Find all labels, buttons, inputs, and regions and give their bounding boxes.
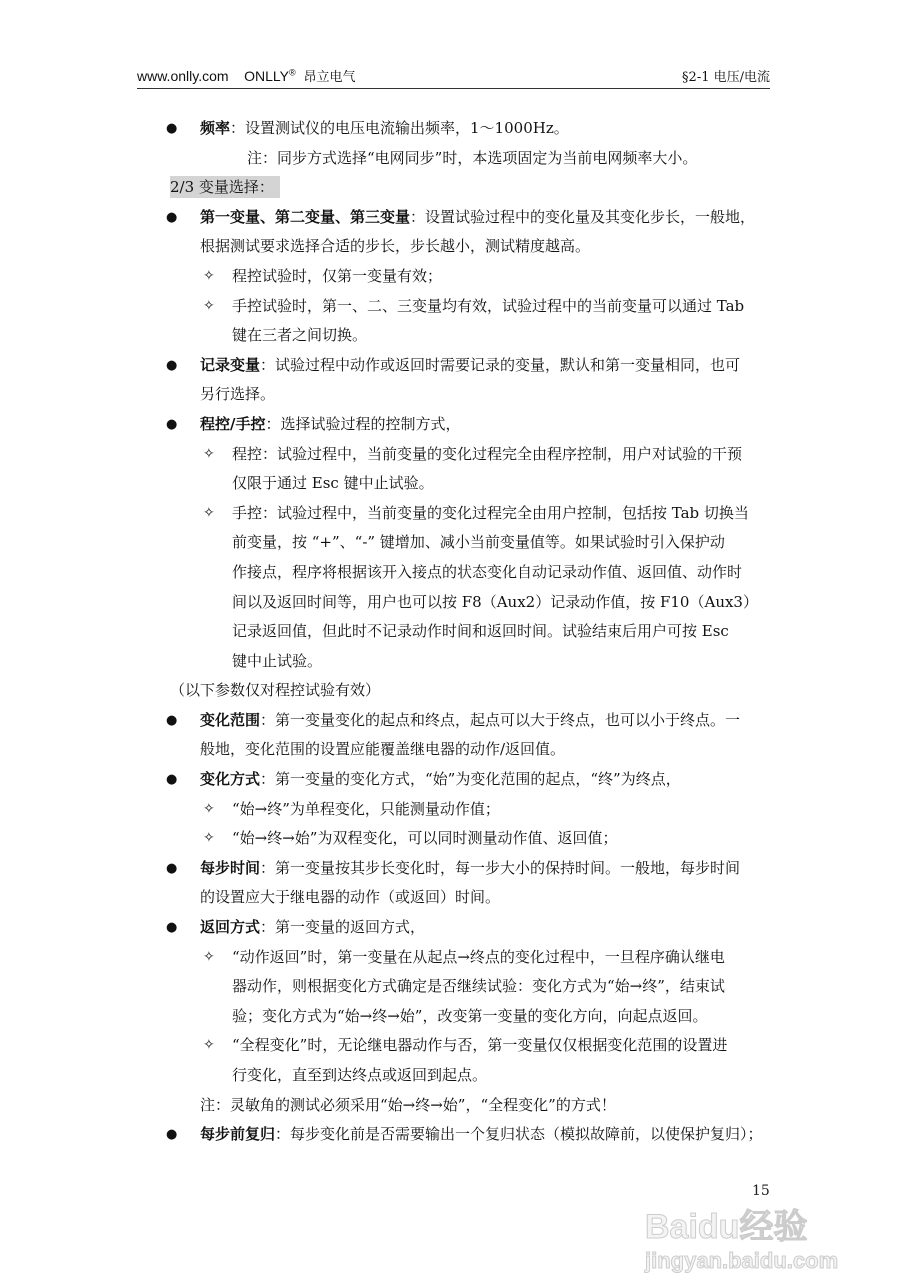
text-line [0,469,905,499]
line-text: “全程变化”时，无论继电器动作与否，第一变量仅仅根据变化范围的设置进 [232,1036,728,1055]
text-line [0,144,905,174]
text-line [0,1120,905,1150]
line-text: 行变化，直至到达终点或返回到起点。 [232,1066,488,1084]
text-line [0,351,905,381]
bullet-icon: ● [166,1127,178,1143]
line-text: 仅限于通过 Esc 键中止试验。 [232,474,434,493]
text-line [0,676,905,706]
text-line [0,410,905,440]
text-line [0,232,905,262]
text-line [0,617,905,647]
line-text: 般地，变化范围的设置应能覆盖继电器的动作/返回值。 [200,740,566,759]
site-url: www.onlly.com [137,68,229,84]
bullet-icon: ● [166,416,178,432]
text-line [0,1002,905,1032]
bullet-icon: ● [166,357,178,373]
bullet-icon: ● [166,920,178,936]
diamond-bullet-icon: ✧ [203,445,215,462]
baidu-watermark [640,1208,880,1280]
diamond-bullet-icon: ✧ [203,1037,215,1054]
bullet-icon: ● [166,860,178,876]
term-label: 程控/手控 [200,414,266,433]
document-body [0,114,905,1150]
diamond-bullet-icon: ✧ [203,948,215,965]
line-text: 程控：试验过程中，当前变量的变化过程完全由程序控制，用户对试验的干预 [232,444,743,463]
term-label: 频率 [200,119,231,137]
term-label: 返回方式 [200,918,261,937]
line-text: 器动作，则根据变化方式确定是否继续试验：变化方式为“始→终”，结束试 [232,977,725,996]
line-text: “始→终→始”为双程变化，可以同时测量动作值、返回值； [232,829,618,848]
text-line [0,440,905,470]
text-line [0,114,905,144]
line-text: ：第一变量按其步长变化时，每一步大小的保持时间。一般地，每步时间 [260,858,741,877]
text-line [0,1031,905,1061]
line-text: 验；变化方式为“始→终→始”，改变第一变量的变化方向，向起点返回。 [232,1006,708,1025]
line-text: ：第一变量的变化方式，“始”为变化范围的起点，“终”为终点， [260,770,681,789]
line-text: ：每步变化前是否需要输出一个复归状态（模拟故障前，以使保护复归）； [275,1125,763,1144]
line-text: “始→终”为单程变化，只能测量动作值； [232,799,500,818]
text-line [0,765,905,795]
text-line [0,321,905,351]
bullet-icon: ● [166,772,178,788]
diamond-bullet-icon: ✧ [203,297,215,314]
line-text: ：第一变量变化的起点和终点，起点可以大于终点，也可以小于终点。一 [260,710,741,729]
section-title: §2-1 电压/电流 [682,70,770,85]
section-heading [0,173,905,203]
text-line [0,1061,905,1091]
text-line [0,203,905,233]
line-text: “动作返回”时，第一变量在从起点→终点的变化过程中，一旦程序确认继电 [232,947,725,966]
line-text: 2/3 变量选择： [170,176,280,198]
text-line [0,558,905,588]
line-text: ：试验过程中动作或返回时需要记录的变量，默认和第一变量相同，也可 [260,355,741,374]
line-text: （以下参数仅对程控试验有效） [170,681,381,700]
text-line [0,972,905,1002]
text-line [0,706,905,736]
brand: ONLLY [244,68,289,84]
line-text: 根据测试要求选择合适的步长，步长越小，测试精度越高。 [200,237,591,256]
line-text: 键在三者之间切换。 [232,326,368,345]
line-text: ：第一变量的返回方式， [260,918,426,937]
bullet-icon: ● [166,712,178,728]
text-line [0,262,905,292]
company-name: 昂立电气 [303,70,356,85]
line-text: 程控试验时，仅第一变量有效； [232,266,443,285]
watermark-logo: Baidu经验 [645,1208,808,1246]
line-text: 的设置应大于继电器的动作（或返回）时间。 [200,888,501,907]
text-line [0,824,905,854]
term-label: 第一变量、第二变量、第三变量 [200,207,411,226]
line-text: 间以及返回时间等，用户也可以按 F8（Aux2）记录动作值，按 F10（Aux3） [232,592,758,611]
line-text: 注：同步方式选择“电网同步”时，本选项固定为当前电网频率大小。 [247,148,698,167]
line-text: 手控试验时，第一、二、三变量均有效，试验过程中的当前变量可以通过 Tab [232,296,745,315]
text-line [0,735,905,765]
text-line [0,380,905,410]
term-label: 每步时间 [200,858,261,877]
diamond-bullet-icon: ✧ [203,830,215,847]
line-text: ：选择试验过程的控制方式， [265,414,461,433]
registered-mark: ® [288,67,296,78]
page-number: 15 [752,1183,770,1199]
page-header [137,64,770,89]
line-text: 手控：试验过程中，当前变量的变化过程完全由用户控制，包括按 Tab 切换当 [232,503,749,522]
text-line [0,913,905,943]
text-line [0,883,905,913]
text-line [0,528,905,558]
text-line [0,943,905,973]
line-text: 记录返回值，但此时不记录动作时间和返回时间。试验结束后用户可按 Esc [232,622,729,641]
text-line [0,1091,905,1121]
bullet-icon: ● [166,121,178,136]
text-line [0,647,905,677]
diamond-bullet-icon: ✧ [203,267,215,284]
text-line [0,499,905,529]
diamond-bullet-icon: ✧ [203,800,215,817]
bullet-icon: ● [166,209,178,225]
line-text: ：设置试验过程中的变化量及其变化步长，一般地， [410,207,756,226]
line-text: 注：灵敏角的测试必须采用“始→终→始”，“全程变化”的方式！ [200,1095,616,1114]
line-text: 前变量，按 “+”、“-” 键增加、减小当前变量值等。如果试验时引入保护动 [232,533,725,552]
line-text: 作接点，程序将根据该开入接点的状态变化自动记录动作值、返回值、动作时 [232,562,743,581]
term-label: 每步前复归 [200,1125,276,1144]
watermark-url: jingyan.baidu.com [645,1248,839,1273]
line-text: 另行选择。 [200,385,276,404]
line-text: 键中止试验。 [232,651,323,670]
term-label: 变化方式 [200,770,261,789]
term-label: 变化范围 [200,710,261,729]
diamond-bullet-icon: ✧ [203,504,215,521]
text-line [0,795,905,825]
text-line [0,854,905,884]
text-line [0,588,905,618]
line-text: ：设置测试仪的电压电流输出频率，1～1000Hz。 [230,119,569,137]
text-line [0,292,905,322]
term-label: 记录变量 [200,355,261,374]
